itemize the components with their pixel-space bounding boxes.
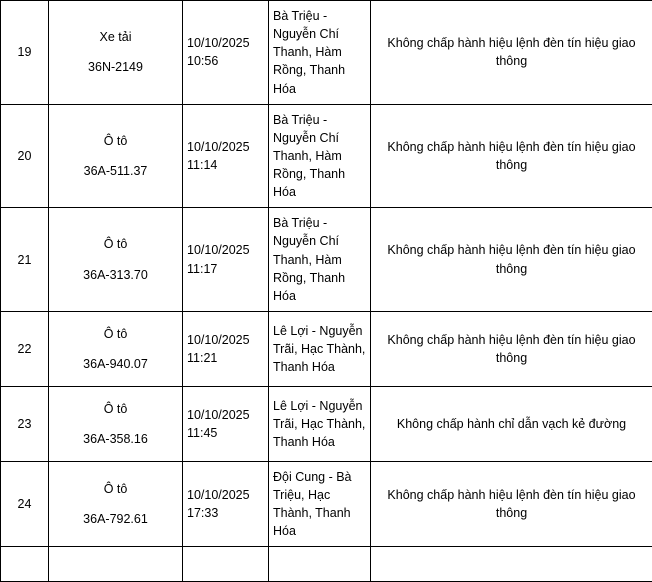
violation-date: 10/10/2025 (187, 241, 264, 259)
vehicle-plate: 36A-313.70 (53, 266, 178, 284)
row-vehicle (49, 461, 183, 547)
row-violation: Không chấp hành chỉ dẫn vạch kẻ đường (371, 386, 652, 461)
row-violation: Không chấp hành hiệu lệnh đèn tín hiệu giao thông (371, 104, 652, 208)
table-row-partial (1, 547, 652, 582)
row-time (183, 104, 269, 208)
row-index-empty (1, 547, 49, 582)
vehicle-plate: 36N-2149 (53, 58, 178, 76)
row-location: Lê Lợi - Nguyễn Trãi, Hạc Thành, Thanh Hóa (269, 386, 371, 461)
row-index: 22 (1, 311, 49, 386)
vehicle-type: Ô tô (53, 400, 178, 418)
row-violation-empty (371, 547, 652, 582)
table-row (1, 1, 652, 105)
vehicle-type: Ô tô (53, 235, 178, 253)
row-location: Bà Triệu - Nguyễn Chí Thanh, Hàm Rồng, Thanh Hóa (269, 208, 371, 312)
vehicle-type: Xe tải (53, 28, 178, 46)
vehicle-type: Ô tô (53, 480, 178, 498)
table-row (1, 386, 652, 461)
row-vehicle (49, 1, 183, 105)
row-location: Bà Triệu - Nguyễn Chí Thanh, Hàm Rồng, Thanh Hóa (269, 1, 371, 105)
row-index: 20 (1, 104, 49, 208)
row-location: Bà Triệu - Nguyễn Chí Thanh, Hàm Rồng, Thanh Hóa (269, 104, 371, 208)
vehicle-plate: 36A-940.07 (53, 355, 178, 373)
table-row (1, 208, 652, 312)
violation-time: 11:14 (187, 156, 264, 174)
vehicle-plate: 36A-511.37 (53, 162, 178, 180)
row-time-empty (183, 547, 269, 582)
row-location: Đội Cung - Bà Triệu, Hạc Thành, Thanh Hóa (269, 461, 371, 547)
row-vehicle-empty (49, 547, 183, 582)
row-vehicle (49, 311, 183, 386)
table-row (1, 311, 652, 386)
row-violation: Không chấp hành hiệu lệnh đèn tín hiệu giao thông (371, 461, 652, 547)
violations-table-body (1, 1, 652, 582)
violation-time: 11:17 (187, 260, 264, 278)
violation-time: 17:33 (187, 504, 264, 522)
row-time (183, 461, 269, 547)
row-index: 23 (1, 386, 49, 461)
vehicle-type: Ô tô (53, 132, 178, 150)
row-location-empty (269, 547, 371, 582)
violation-date: 10/10/2025 (187, 331, 264, 349)
row-index: 21 (1, 208, 49, 312)
row-vehicle (49, 208, 183, 312)
row-violation: Không chấp hành hiệu lệnh đèn tín hiệu giao thông (371, 1, 652, 105)
row-violation: Không chấp hành hiệu lệnh đèn tín hiệu giao thông (371, 311, 652, 386)
row-violation: Không chấp hành hiệu lệnh đèn tín hiệu giao thông (371, 208, 652, 312)
row-vehicle (49, 386, 183, 461)
row-index: 19 (1, 1, 49, 105)
table-row (1, 104, 652, 208)
table-row (1, 461, 652, 547)
violation-date: 10/10/2025 (187, 406, 264, 424)
vehicle-plate: 36A-792.61 (53, 510, 178, 528)
violation-time: 10:56 (187, 52, 264, 70)
violation-date: 10/10/2025 (187, 138, 264, 156)
row-time (183, 208, 269, 312)
vehicle-type: Ô tô (53, 325, 178, 343)
row-vehicle (49, 104, 183, 208)
violation-time: 11:45 (187, 424, 264, 442)
violation-date: 10/10/2025 (187, 486, 264, 504)
violation-time: 11:21 (187, 349, 264, 367)
row-location: Lê Lợi - Nguyễn Trãi, Hạc Thành, Thanh Hóa (269, 311, 371, 386)
row-time (183, 311, 269, 386)
row-time (183, 1, 269, 105)
row-time (183, 386, 269, 461)
violation-date: 10/10/2025 (187, 34, 264, 52)
row-index: 24 (1, 461, 49, 547)
vehicle-plate: 36A-358.16 (53, 430, 178, 448)
